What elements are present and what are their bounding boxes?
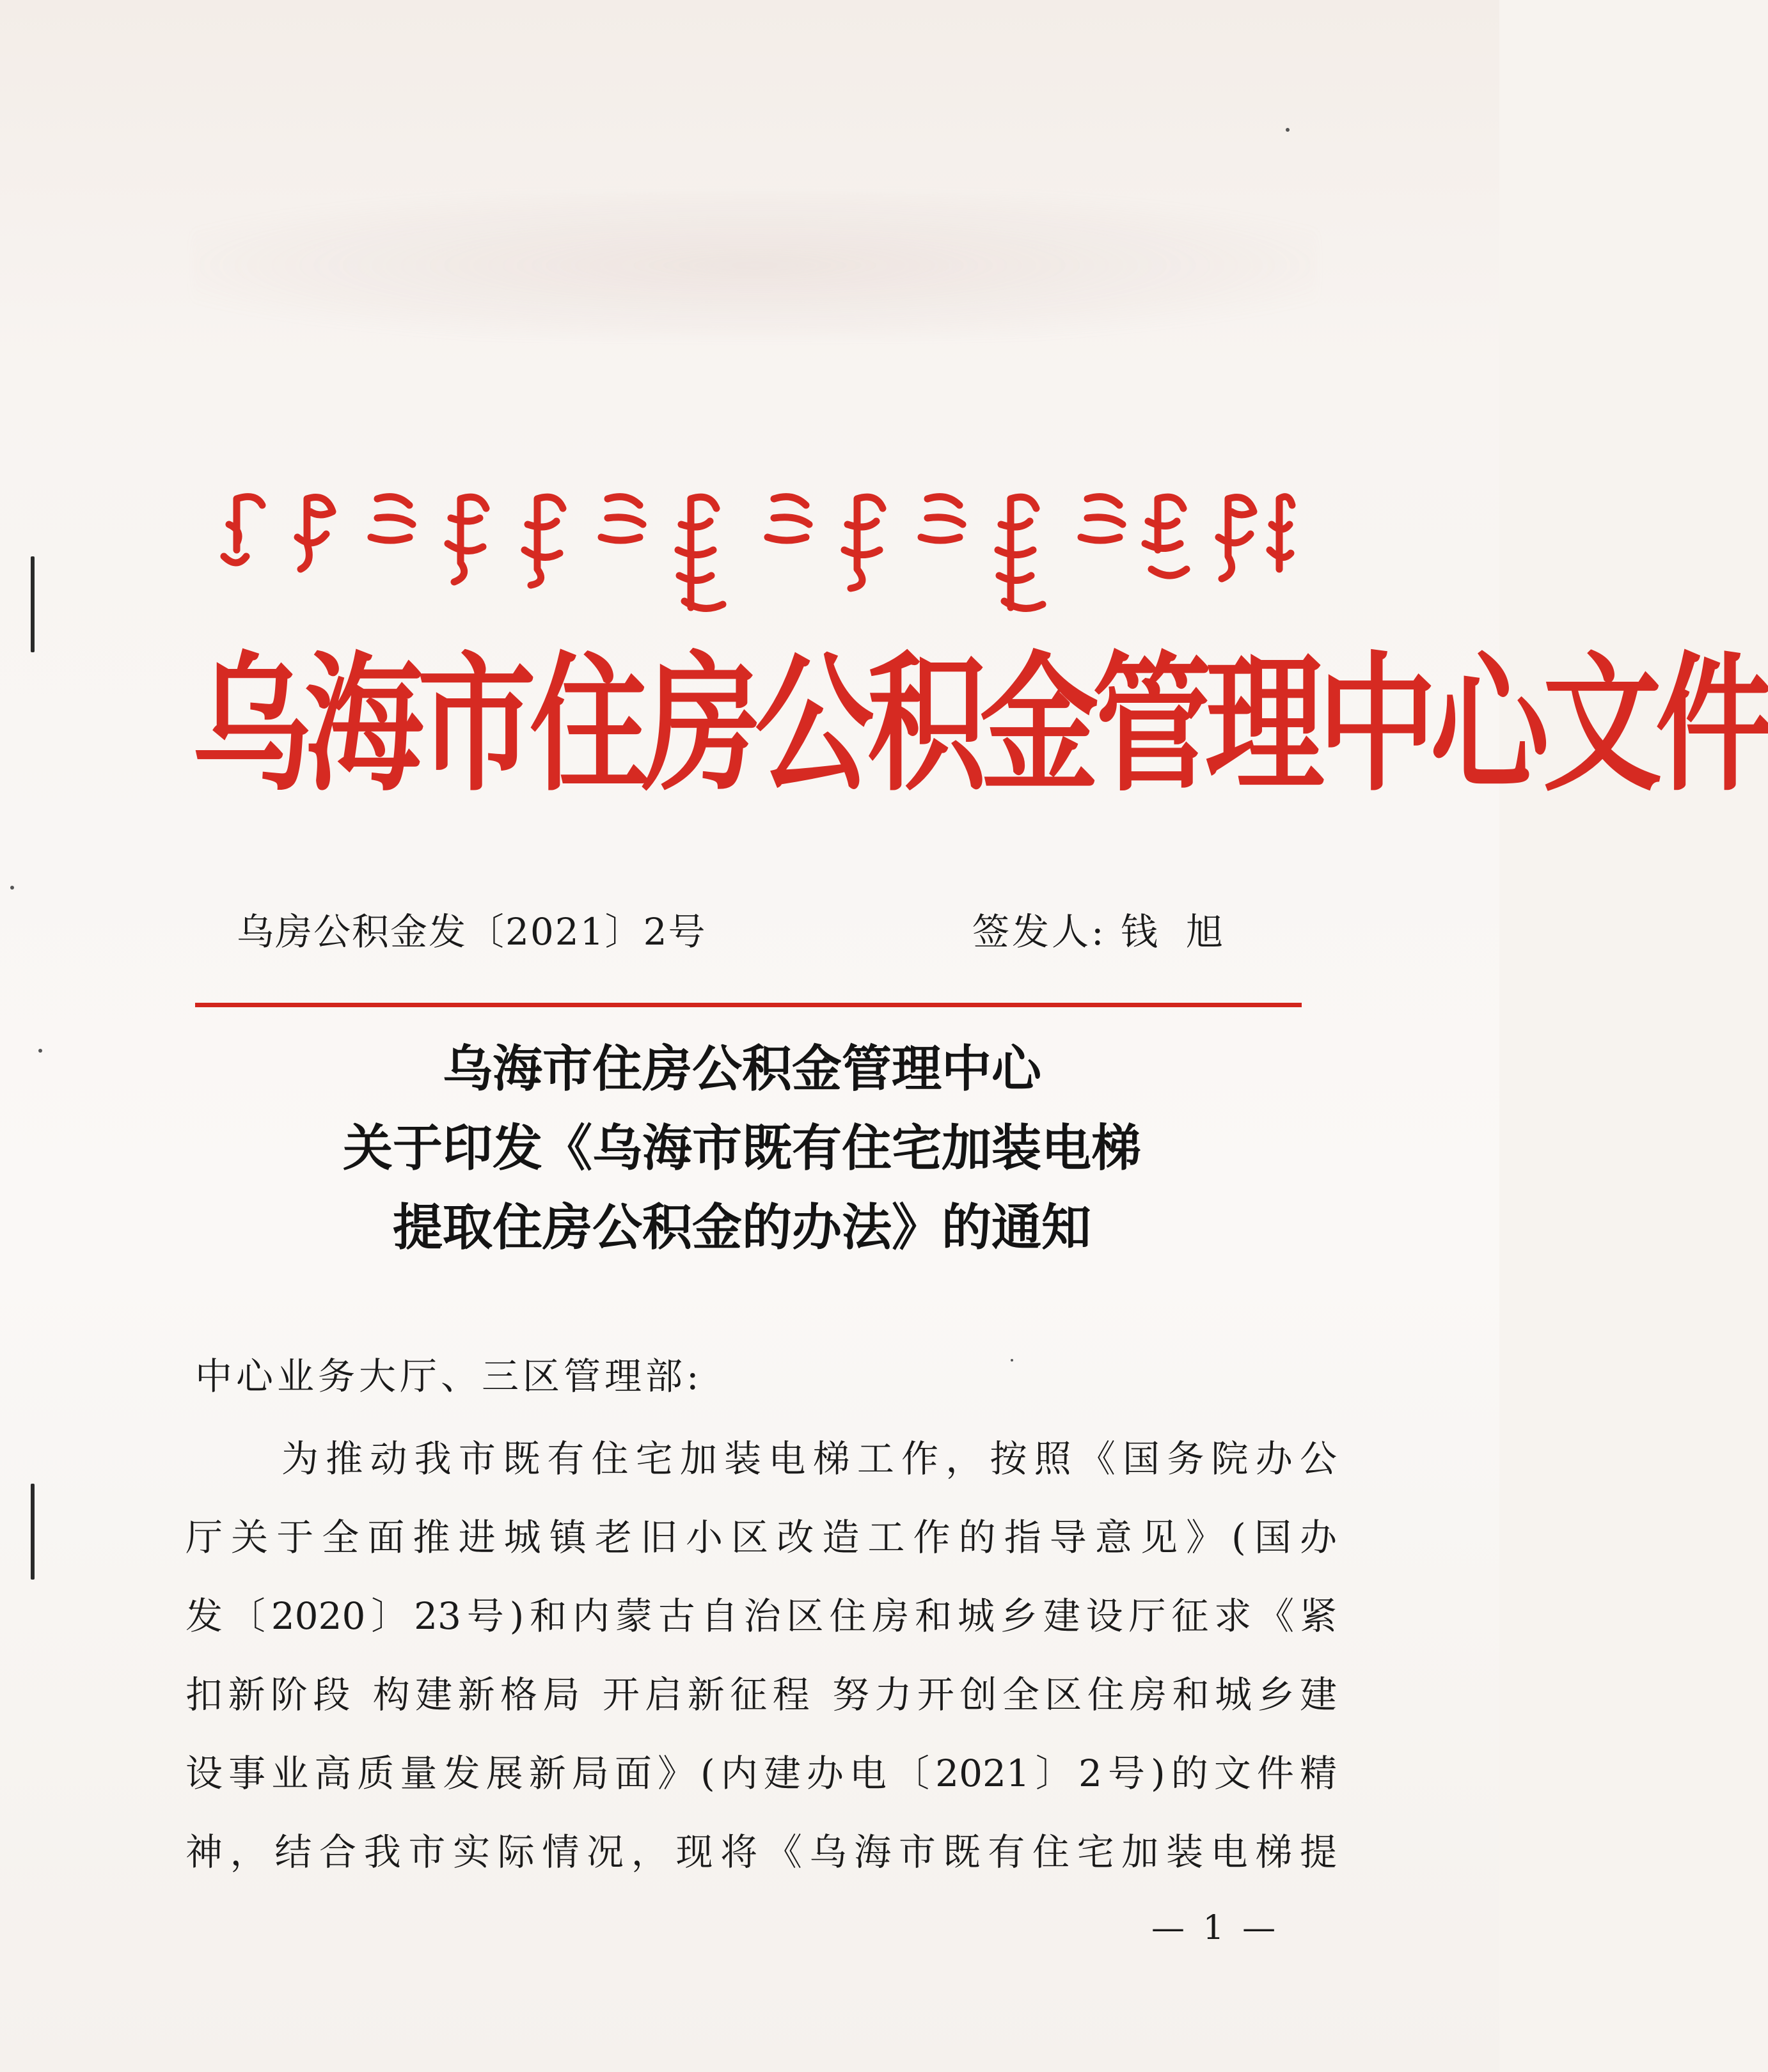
binding-mark-top [31, 556, 35, 652]
issuer-name: 钱旭 [1120, 910, 1251, 954]
issuer-label: 签发人: [972, 910, 1107, 954]
document-number: 乌房公积金发〔2021〕2号 [237, 910, 707, 954]
mongolian-script-title [217, 473, 1292, 620]
paper-speck [38, 1049, 42, 1053]
paper-speck [1011, 1359, 1013, 1362]
notice-title [192, 1030, 1292, 1268]
body-line: 为推动我市既有住宅加装电梯工作，按照《国务院办公 [281, 1437, 1337, 1480]
body-line: 扣新阶段 构建新格局 开启新征程 努力开创全区住房和城乡建 [185, 1673, 1337, 1716]
body-line: 设事业高质量发展新局面》(内建办电〔2021〕2号)的文件精 [185, 1752, 1337, 1795]
body-text [185, 1420, 1337, 1892]
paper-speck [10, 886, 14, 890]
notice-title-line-3: 提取住房公积金的办法》的通知 [392, 1199, 1091, 1257]
notice-title-line-2: 关于印发《乌海市既有住宅加装电梯 [342, 1120, 1141, 1177]
document-header-title: 乌海市住房公积金管理中心文件 [192, 638, 1768, 812]
page-number: — 1 — [1151, 1909, 1280, 1947]
body-line: 神，结合我市实际情况，现将《乌海市既有住宅加装电梯提 [185, 1830, 1337, 1874]
notice-title-line-1: 乌海市住房公积金管理中心 [442, 1040, 1041, 1098]
binding-mark-bottom [31, 1484, 35, 1580]
body-line: 发〔2020〕23号)和内蒙古自治区住房和城乡建设厅征求《紧 [185, 1594, 1337, 1638]
issuer-line [972, 902, 1251, 955]
paper-speck [1286, 128, 1290, 132]
salutation: 中心业务大厅、三区管理部: [195, 1354, 703, 1398]
red-separator-rule [195, 1003, 1302, 1007]
reverse-side-bleed-through [192, 192, 1318, 339]
body-line: 厅关于全面推进城镇老旧小区改造工作的指导意见》(国办 [185, 1516, 1337, 1559]
